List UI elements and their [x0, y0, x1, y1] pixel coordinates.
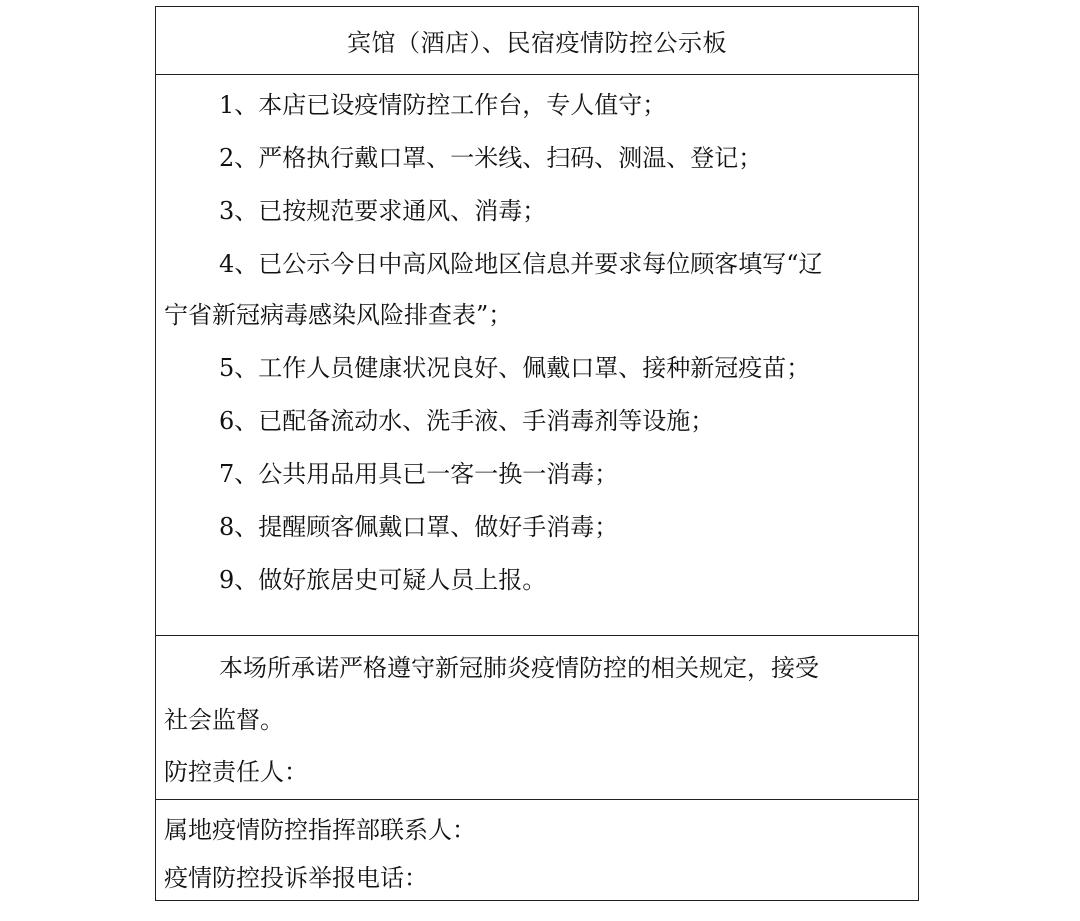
notice-board: [155, 6, 919, 901]
pledge-section: [156, 636, 918, 800]
measure-item-9: 9、做好旅居史可疑人员上报。: [219, 566, 547, 594]
board-title-row: [156, 7, 918, 75]
responsible-person-label: 防控责任人：: [164, 758, 308, 786]
pledge-line-2: 社会监督。: [164, 706, 284, 734]
measure-item-6: 6、已配备流动水、洗手液、手消毒剂等设施；: [219, 407, 715, 435]
measures-list: [156, 75, 918, 636]
measure-item-7: 7、公共用品用具已一客一换一消毒；: [219, 460, 619, 488]
measure-item-4: 4、已公示今日中高风险地区信息并要求每位顾客填写“辽: [219, 250, 823, 278]
complaint-phone-label: 疫情防控投诉举报电话：: [164, 864, 428, 892]
board-title: 宾馆（酒店）、民宿疫情防控公示板: [347, 29, 727, 57]
measure-item-4-continued: 宁省新冠病毒感染风险排查表”；: [164, 301, 513, 329]
measure-item-5: 5、工作人员健康状况良好、佩戴口罩、接种新冠疫苗；: [219, 354, 811, 382]
measure-item-8: 8、提醒顾客佩戴口罩、做好手消毒；: [219, 513, 619, 541]
command-contact-label: 属地疫情防控指挥部联系人：: [164, 816, 476, 844]
measure-item-1: 1、本店已设疫情防控工作台，专人值守；: [219, 91, 667, 119]
measure-item-2: 2、严格执行戴口罩、一米线、扫码、测温、登记；: [219, 144, 763, 172]
measure-item-3: 3、已按规范要求通风、消毒；: [219, 197, 547, 225]
pledge-line-1: 本场所承诺严格遵守新冠肺炎疫情防控的相关规定，接受: [219, 654, 819, 682]
contacts-section: [156, 800, 918, 900]
